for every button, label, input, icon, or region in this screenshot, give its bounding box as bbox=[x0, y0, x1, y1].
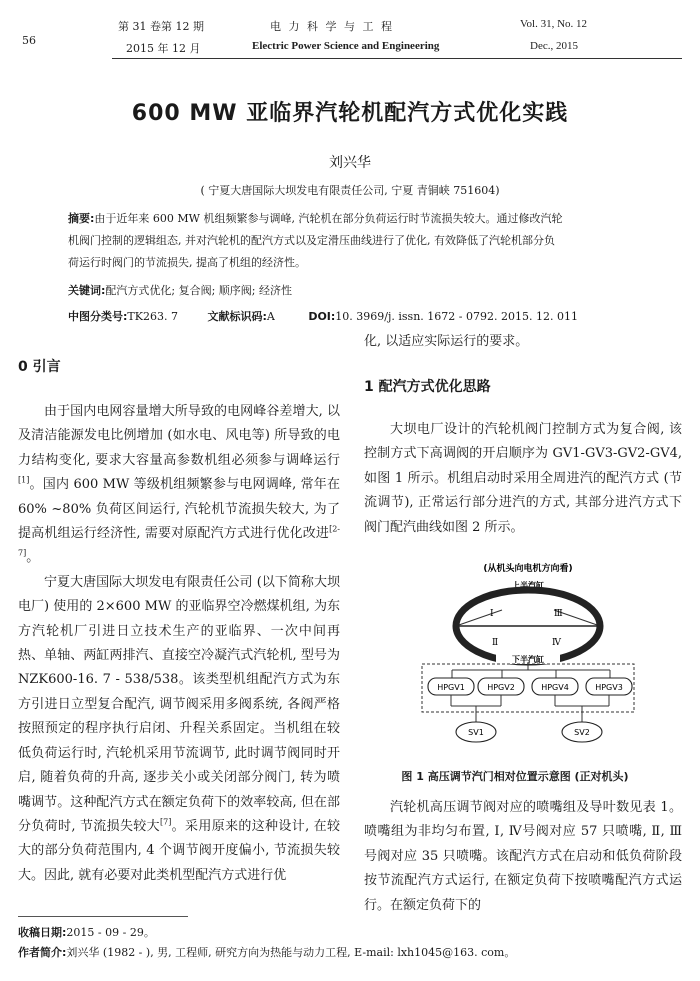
abstract-line: 由于近年来 600 MW 机组频繁参与调峰, 汽轮机在部分负荷运行时节流损失较大。通过修改汽轮 bbox=[94, 212, 563, 225]
quadrant-2-label: Ⅱ bbox=[492, 638, 499, 648]
valve-hpgv3-label: HPGV3 bbox=[595, 683, 623, 692]
right-column-top-line: 化, 以适应实际运行的要求。 bbox=[364, 334, 529, 349]
volume-en: Vol. 31, No. 12 bbox=[520, 18, 588, 30]
abstract bbox=[68, 208, 648, 274]
figure-1-diagram bbox=[412, 558, 644, 756]
author-bio-value: 刘兴华 (1982 - ), 男, 工程师, 研究方向为热能与动力工程, E-mail: lxh1045@163. com。 bbox=[66, 946, 516, 959]
paragraph bbox=[18, 571, 340, 888]
date-cn: 2015 年 12 月 bbox=[126, 42, 201, 55]
text-run: 。采用原来的这种设计, 在较大的部分负荷范围内, 4 个调节阀开度偏小, 节流损失较大。因此, 就有必要对此类机型配汽方式进行优 bbox=[18, 818, 341, 883]
keywords-text: 配汽方式优化; 复合阀; 顺序阀; 经济性 bbox=[105, 284, 293, 297]
doc-code-label: 文献标识码: bbox=[207, 310, 267, 323]
text-run: 由于国内电网容量增大所导致的电网峰谷差增大, 以及清洁能源发电比例增加 (如水电、风电等) 所导致的电力结构变化, 要求大容量高参数机组必须参与调峰运行 bbox=[18, 404, 340, 468]
section-0-heading: 0 引言 bbox=[18, 359, 61, 375]
figure-view-note: (从机头向电机方向看) bbox=[483, 564, 573, 574]
doi-value: 10. 3969/j. issn. 1672 - 0792. 2015. 12. 011 bbox=[335, 310, 578, 323]
received-date bbox=[18, 924, 155, 940]
doi-label: DOI: bbox=[308, 310, 336, 323]
text-run: 。 bbox=[26, 550, 40, 566]
right-column-para-1 bbox=[364, 418, 682, 540]
left-column-body bbox=[18, 400, 340, 888]
right-column-para-2 bbox=[364, 796, 682, 918]
author-bio bbox=[18, 944, 515, 960]
abstract-label: 摘要: bbox=[68, 212, 95, 225]
article-title: 600 MW 亚临界汽轮机配汽方式优化实践 bbox=[131, 101, 569, 126]
quadrant-3-label: Ⅲ bbox=[554, 609, 563, 619]
page-number: 56 bbox=[22, 34, 36, 47]
stop-valve-sv2-label: SV2 bbox=[574, 728, 590, 737]
citation: [1] bbox=[18, 475, 30, 485]
valve-hpgv2-label: HPGV2 bbox=[487, 683, 515, 692]
author-bio-label: 作者简介: bbox=[18, 946, 67, 959]
classification bbox=[68, 306, 688, 328]
quadrant-4-label: Ⅳ bbox=[552, 638, 561, 648]
date-en: Dec., 2015 bbox=[530, 40, 578, 52]
quadrant-1-label: Ⅰ bbox=[490, 609, 494, 619]
header-rule bbox=[112, 58, 682, 59]
abstract-line: 荷运行时阀门的节流损失, 提高了机组的经济性。 bbox=[68, 256, 306, 269]
clc-label: 中图分类号: bbox=[68, 310, 128, 323]
stop-valve-sv1-label: SV1 bbox=[468, 728, 484, 737]
valve-hpgv1-label: HPGV1 bbox=[437, 683, 465, 692]
text-run: 宁夏大唐国际大坝发电有限责任公司 (以下简称大坝电厂) 使用的 2×600 MW 的亚临界空冷燃煤机组, 为东方汽轮机厂引进日立技术生产的亚临界、一次中间再热、单轴、两缸两排汽、直接空冷凝汽式汽轮机, 型号为 NZK600-16. 7 - 538/538。该类型机组配汽方式为东方引进日立型复合配汽, 调节阀采用多阀系统, 各阀严格按照预定的程序执行启闭、升程关系固定。当机组在较低负荷运行时, 汽轮机采用节流调节, 此时调节阀同时开启, 随着负荷的升高, 逐步关小或关闭部分阀门, 转为喷嘴调节。这种配汽方式在额定负荷下的效率较高, 但在部分负荷时, 节流损失较大 bbox=[18, 574, 340, 834]
valve-hpgv4-label: HPGV4 bbox=[541, 683, 569, 692]
journal-en: Electric Power Science and Engineering bbox=[252, 40, 440, 52]
citation: [2-7] bbox=[18, 524, 340, 559]
author-name: 刘兴华 bbox=[329, 155, 371, 171]
paragraph: 大坝电厂设计的汽轮机阀门控制方式为复合阀, 该控制方式下高调阀的开启顺序为 GV1-GV3-GV2-GV4, 如图 1 所示。机组启动时采用全周进汽的配汽方式 (节流调节), 正常运行部分进汽的方式, 其部分进汽方式下阀门配汽曲线如图 2 所示。 bbox=[364, 422, 682, 535]
abstract-line: 机阀门控制的逻辑组态, 并对汽轮机的配汽方式以及定滑压曲线进行了优化, 有效降低了汽轮机部分负 bbox=[68, 234, 555, 247]
paragraph bbox=[18, 400, 340, 571]
footnote-rule bbox=[18, 916, 188, 917]
affiliation: ( 宁夏大唐国际大坝发电有限责任公司, 宁夏 青铜峡 751604) bbox=[200, 184, 500, 197]
keywords bbox=[68, 280, 648, 302]
received-value: 2015 - 09 - 29。 bbox=[66, 926, 155, 939]
figure-1-caption: 图 1 高压调节汽门相对位置示意图 (正对机头) bbox=[401, 770, 629, 783]
text-run: 。国内 600 MW 等级机组频繁参与电网调峰, 常年在 60% ~80% 负荷区间运行, 汽轮机节流损失较大, 为了提高机组运行经济性, 需要对原配汽方式进行优化改进 bbox=[18, 477, 340, 542]
volume-cn: 第 31 卷第 12 期 bbox=[118, 20, 204, 33]
journal-cn: 电 力 科 学 与 工 程 bbox=[270, 20, 394, 33]
received-label: 收稿日期: bbox=[18, 926, 67, 939]
doc-code-value: A bbox=[266, 310, 275, 323]
paragraph: 汽轮机高压调节阀对应的喷嘴组及导叶数见表 1。喷嘴组为非均匀布置, Ⅰ, Ⅳ号阀对应 57 只喷嘴, Ⅱ, Ⅲ号阀对应 35 只喷嘴。该配汽方式在启动和低负荷阶段按节流配汽方式运行, 在额定负荷下按喷嘴配汽方式运行。在额定负荷下的 bbox=[364, 800, 682, 913]
lower-cylinder-label: 下半汽缸 bbox=[512, 655, 544, 664]
citation: [7] bbox=[160, 817, 172, 827]
section-1-heading: 1 配汽方式优化思路 bbox=[364, 379, 491, 395]
keywords-label: 关键词: bbox=[68, 284, 106, 297]
upper-cylinder-label: 上半汽缸 bbox=[512, 581, 544, 590]
clc-value: TK263. 7 bbox=[127, 310, 178, 323]
